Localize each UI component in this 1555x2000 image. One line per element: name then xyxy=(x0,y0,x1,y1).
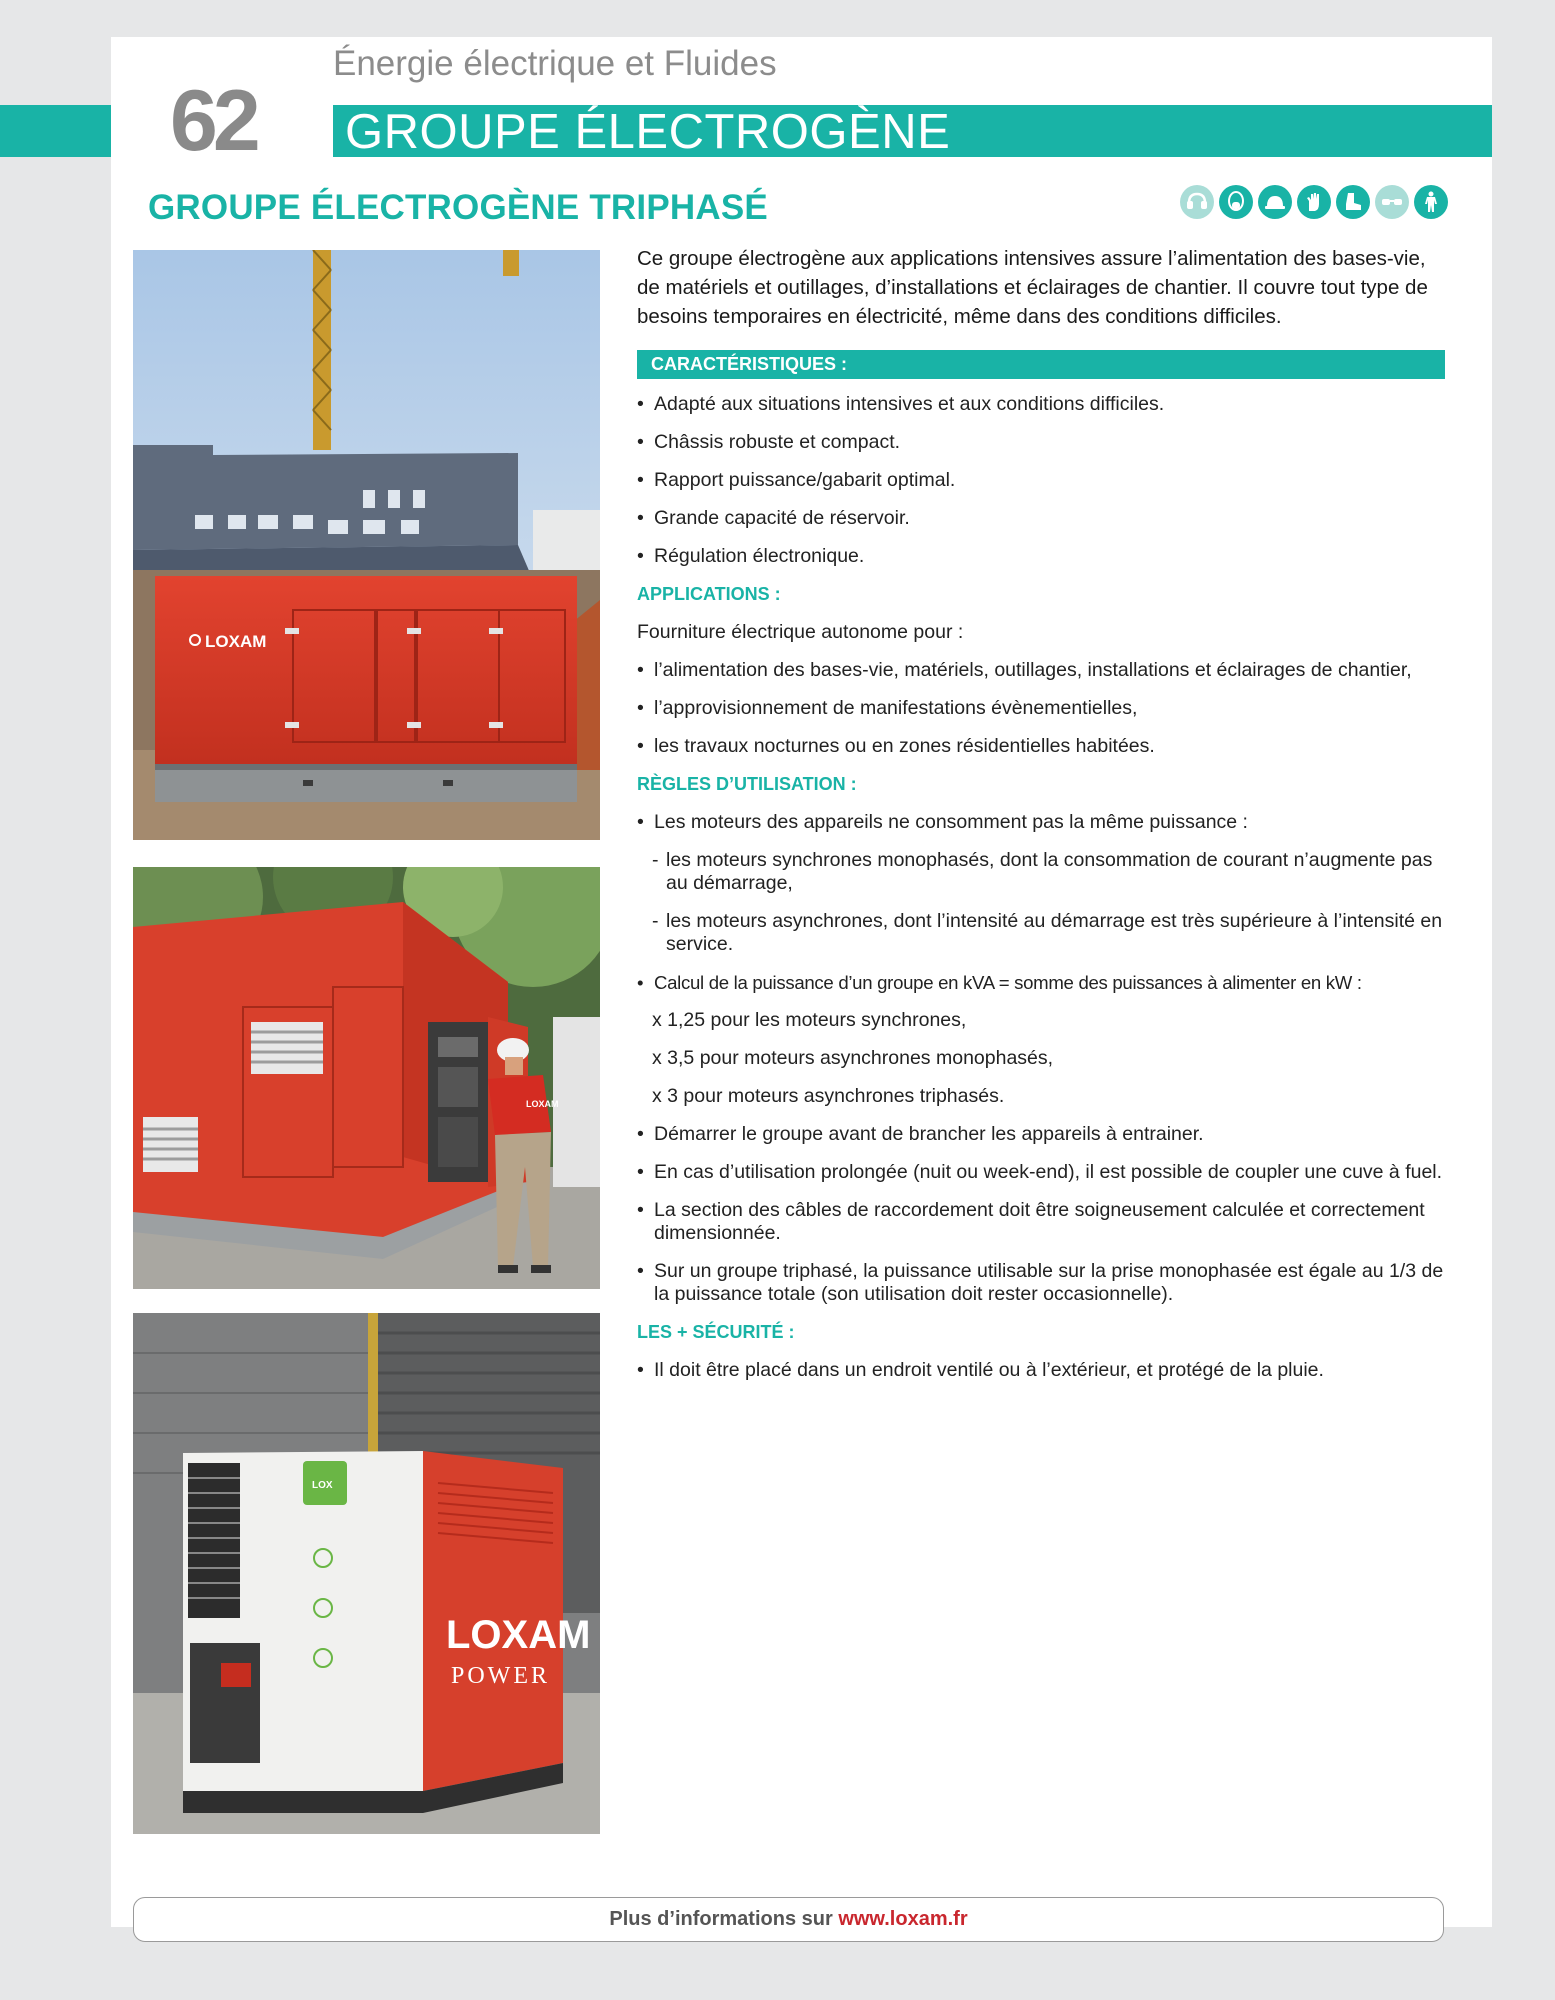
photo2-shirt-brand: LOXAM xyxy=(526,1099,559,1109)
footer-text: Plus d’informations sur xyxy=(609,1908,839,1930)
photo-technician-generator xyxy=(133,867,600,1289)
rule-item: • Sur un groupe triphasé, la puissance utilisable sur la prise monophasée est égale au 1/3 de la puissance totale (son utilisation doit rester occasionnelle). xyxy=(637,1260,1445,1306)
intro-text: Ce groupe électrogène aux applications intensives assure l’alimentation des bases-vie, de matériels et outillages, d’installations et éclairages de chantier. Il couvre tout type de besoins temporaires en électricité, même dans des conditions difficiles. xyxy=(637,247,1428,328)
characteristics-heading: CARACTÉRISTIQUES : xyxy=(637,350,1445,379)
website-link[interactable]: www.loxam.fr xyxy=(838,1908,968,1930)
characteristic-item: • Grande capacité de réservoir. xyxy=(637,507,1445,530)
characteristic-item: • Adapté aux situations intensives et aux conditions difficiles. xyxy=(637,393,1445,416)
rule-item: • Démarrer le groupe avant de brancher les appareils à entrainer. xyxy=(637,1123,1445,1146)
footer-info-bar xyxy=(133,1897,1444,1942)
applications-intro: Fourniture électrique autonome pour : xyxy=(637,621,964,643)
gloves-icon xyxy=(1297,185,1331,219)
rule-item: • Calcul de la puissance d’un groupe en kVA = somme des puissances à alimenter en kW : xyxy=(637,971,1445,994)
rule-factor: x 3 pour moteurs asynchrones triphasés. xyxy=(652,1085,1005,1107)
characteristic-item: • Châssis robuste et compact. xyxy=(637,431,1445,454)
rule-subitem: - les moteurs asynchrones, dont l’intensité au démarrage est très supérieure à l’intensité en service. xyxy=(637,910,1445,956)
main-content xyxy=(637,244,1445,1397)
rule-factor: x 1,25 pour les moteurs synchrones, xyxy=(652,1009,967,1031)
page-title: GROUPE ÉLECTROGÈNE xyxy=(345,105,951,159)
ear-protection-icon xyxy=(1180,185,1214,219)
characteristic-item: • Rapport puissance/gabarit optimal. xyxy=(637,469,1445,492)
rule-factor: x 3,5 pour moteurs asynchrones monophasés, xyxy=(652,1047,1054,1069)
rule-item: • Les moteurs des appareils ne consomment pas la même puissance : xyxy=(637,811,1445,834)
photo-construction-site-generator xyxy=(133,250,600,840)
photo3-sub: POWER xyxy=(451,1663,550,1689)
section-title: GROUPE ÉLECTROGÈNE TRIPHASÉ xyxy=(148,188,768,227)
security-heading: LES + SÉCURITÉ : xyxy=(637,1322,795,1342)
title-band xyxy=(333,105,1492,157)
photo-loxam-power-generator xyxy=(133,1313,600,1834)
applications-heading: APPLICATIONS : xyxy=(637,584,781,604)
rule-subitem: - les moteurs synchrones monophasés, dont la consommation de courant n’augmente pas au démarrage, xyxy=(637,849,1445,895)
safety-glasses-icon xyxy=(1375,185,1409,219)
safety-boots-icon xyxy=(1336,185,1370,219)
characteristic-item: • Régulation électronique. xyxy=(637,545,1445,568)
security-item: • Il doit être placé dans un endroit ventilé ou à l’extérieur, et protégé de la pluie. xyxy=(637,1359,1445,1382)
photo3-badge: LOX xyxy=(312,1480,333,1491)
application-item: • l’approvisionnement de manifestations évènementielles, xyxy=(637,697,1445,720)
rule-item: • En cas d’utilisation prolongée (nuit ou week-end), il est possible de coupler une cuve à fuel. xyxy=(637,1161,1445,1184)
hard-hat-icon xyxy=(1258,185,1292,219)
application-item: • les travaux nocturnes ou en zones résidentielles habitées. xyxy=(637,735,1445,758)
rules-heading: RÈGLES D’UTILISATION : xyxy=(637,774,857,794)
photo1-brand: LOXAM xyxy=(205,632,267,651)
respirator-icon xyxy=(1219,185,1253,219)
header-left-band xyxy=(0,105,111,157)
rule-item: • La section des câbles de raccordement doit être soigneusement calculée et correctement dimensionnée. xyxy=(637,1199,1445,1245)
page-number: 62 xyxy=(170,73,256,169)
coverall-icon xyxy=(1414,185,1448,219)
application-item: • l’alimentation des bases-vie, matériels, outillages, installations et éclairages de chantier, xyxy=(637,659,1445,682)
photo3-brand: LOXAM xyxy=(446,1613,591,1657)
ppe-icons xyxy=(1180,185,1448,219)
category-label: Énergie électrique et Fluides xyxy=(333,44,777,83)
